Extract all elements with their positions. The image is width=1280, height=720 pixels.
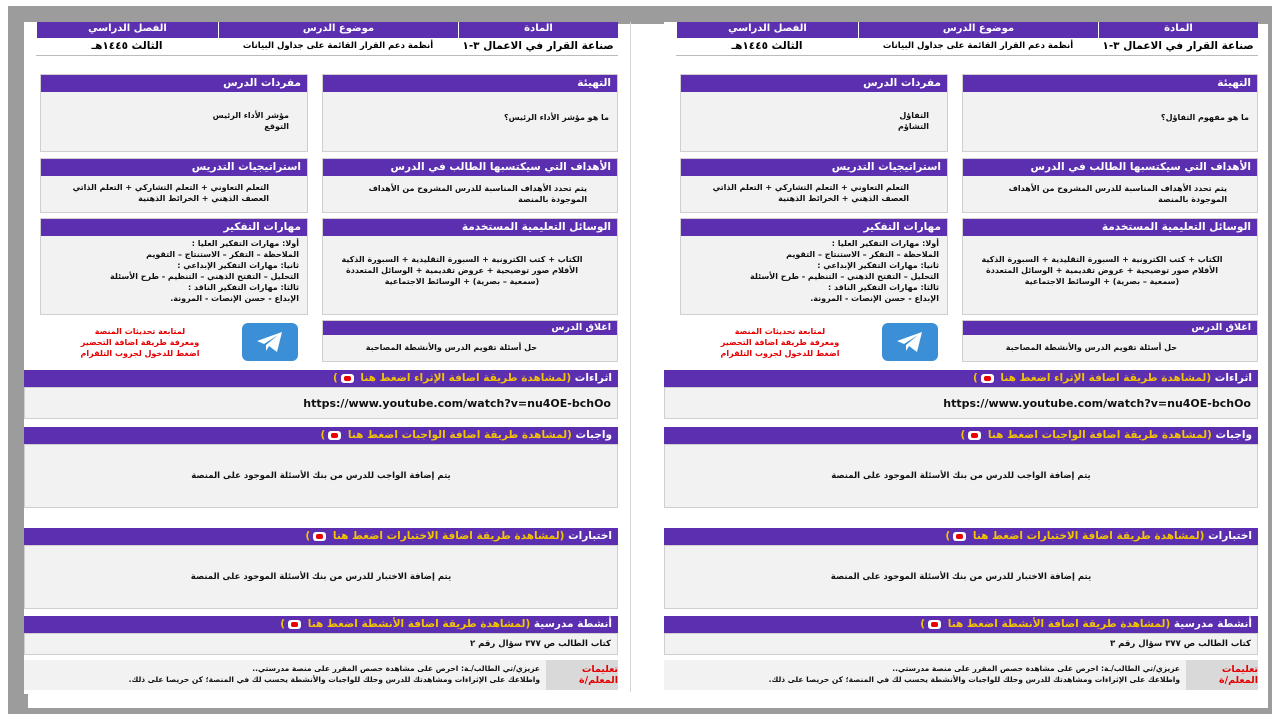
- strategies-line: العصف الذهني + الخرائط الذهنية: [138, 194, 269, 203]
- telegram-icon: [255, 330, 285, 354]
- telegram-button[interactable]: [882, 323, 938, 361]
- tests-title: اختبارات: [1208, 530, 1252, 542]
- objectives-box: [322, 158, 618, 213]
- closing-box: [322, 320, 618, 362]
- note-line: واطلاعك على الإثراءات ومشاهدتك للدرس وحلك للواجبات والأنشطة يحسب لك في المنصة؛ كن حريصا على ذلك.: [768, 675, 1180, 684]
- skills-creative: التحليل – التفتح الذهني – التنظيم - طرح الأسئلة: [750, 272, 939, 281]
- closing-text: حل أسئلة تقويم الدرس والأنشطة المصاحبة: [1005, 343, 1177, 352]
- vocab-item: التشاؤم: [898, 122, 929, 131]
- skills-high: الملاحظة – التفكر – الاستنتاج – التقويم: [146, 250, 299, 259]
- enrichment-url[interactable]: https://www.youtube.com/watch?v=nu4OE-bchOo: [24, 387, 618, 419]
- skills-critical-title: ثالثا: مهارات التفكير الناقد :: [828, 283, 939, 292]
- youtube-icon[interactable]: [313, 532, 326, 541]
- tests-link[interactable]: (لمشاهدة طريقة اضافة الاختبارات اضغط هنا: [332, 530, 565, 542]
- strategies-box: [40, 158, 308, 213]
- skills-creative-title: ثانيا: مهارات التفكير الإبداعي :: [177, 261, 299, 270]
- homework-band: واجبات (لمشاهدة طريقة اضافة الواجبات اضغط هنا ): [24, 427, 618, 444]
- skills-box: [40, 218, 308, 315]
- skills-creative: التحليل – التفتح الذهني – التنظيم - طرح الأسئلة: [110, 272, 299, 281]
- tests-text: يتم إضافة الاختبار للدرس من بنك الأسئلة الموجود على المنصة: [24, 545, 618, 609]
- closing-title: اغلاق الدرس: [963, 321, 1257, 335]
- skills-critical: الإبداع - حسن الإنصات - المرونة.: [170, 294, 299, 303]
- vocab-item: التفاؤل: [899, 111, 929, 120]
- tests-title: اختبارات: [568, 530, 612, 542]
- telegram-promo[interactable]: [50, 326, 230, 359]
- enrichment-title: اثراءات: [574, 372, 612, 384]
- skills-title: مهارات التفكير: [41, 219, 307, 236]
- enrichment-title: اثراءات: [1214, 372, 1252, 384]
- vocab-box: [680, 74, 948, 152]
- intro-box: [322, 74, 618, 152]
- tools-text: الكتاب + كتب الكترونية + السبورة التقليدية + السبورة الذكية الأقلام صور توضيحية + عروض تقديمية + الوسائل المتعددة (سمعية – بصرية) + الوسائط الاجتماعية: [341, 255, 583, 286]
- skills-high-title: أولا: مهارات التفكير العليا :: [831, 239, 939, 248]
- youtube-icon[interactable]: [953, 532, 966, 541]
- objectives-title: الأهداف التي سيكتسبها الطالب في الدرس: [323, 159, 617, 176]
- topic-value: أنظمة دعم القرار القائمة على جداول البيانات: [858, 38, 1098, 56]
- enrichment-link[interactable]: (لمشاهدة طريقة اضافة الإثراء اضغط هنا: [360, 372, 572, 384]
- note-line: واطلاعك على الإثراءات ومشاهدتك للدرس وحلك للواجبات والأنشطة يحسب لك في المنصة؛ كن حريصا على ذلك.: [128, 675, 540, 684]
- skills-title: مهارات التفكير: [681, 219, 947, 236]
- activities-text: كتاب الطالب ص ٣٧٧ سؤال رقم ٣: [664, 633, 1258, 655]
- intro-title: التهيئة: [963, 75, 1257, 92]
- homework-link[interactable]: (لمشاهدة طريقة اضافة الواجبات اضغط هنا: [987, 429, 1212, 441]
- skills-critical-title: ثالثا: مهارات التفكير الناقد :: [188, 283, 299, 292]
- youtube-icon[interactable]: [968, 431, 981, 440]
- topic-value: أنظمة دعم القرار القائمة على جداول البيانات: [218, 38, 458, 56]
- closing-box: [962, 320, 1258, 362]
- tools-box: [322, 218, 618, 315]
- activities-link[interactable]: (لمشاهدة طريقة اضافة الأنشطة اضغط هنا: [307, 618, 531, 630]
- youtube-icon[interactable]: [981, 374, 994, 383]
- objectives-box: [962, 158, 1258, 213]
- homework-text: يتم إضافة الواجب للدرس من بنك الأسئلة الموجود على المنصة: [664, 444, 1258, 508]
- vocab-title: مفردات الدرس: [41, 75, 307, 92]
- teacher-notes-label: تعليمات المعلم/ة: [1186, 660, 1258, 690]
- term-value: الثالث ١٤٤٥هـ: [676, 38, 858, 56]
- promo-line: اضغط للدخول لجروب التلقرام: [720, 349, 840, 358]
- homework-text: يتم إضافة الواجب للدرس من بنك الأسئلة الموجود على المنصة: [24, 444, 618, 508]
- homework-link[interactable]: (لمشاهدة طريقة اضافة الواجبات اضغط هنا: [347, 429, 572, 441]
- objectives-text: يتم تحدد الأهداف المناسبة للدرس المشروح من الأهداف الموجودة بالمنصة: [1008, 184, 1227, 204]
- term-header: الفصل الدراسي: [36, 22, 218, 38]
- objectives-title: الأهداف التي سيكتسبها الطالب في الدرس: [963, 159, 1257, 176]
- tools-title: الوسائل التعليمية المستخدمة: [323, 219, 617, 236]
- objectives-text: يتم تحدد الأهداف المناسبة للدرس المشروح من الأهداف الموجودة بالمنصة: [368, 184, 587, 204]
- strategies-line: التعلم التعاوني + التعلم التشاركي + التعلم الذاتي: [712, 183, 909, 192]
- tools-box: [962, 218, 1258, 315]
- subject-value: صناعة القرار في الاعمال ٣-١: [1098, 38, 1258, 56]
- topic-header: موضوع الدرس: [858, 22, 1098, 38]
- strategies-line: العصف الذهني + الخرائط الذهنية: [778, 194, 909, 203]
- telegram-promo[interactable]: [690, 326, 870, 359]
- tests-band: اختبارات (لمشاهدة طريقة اضافة الاختبارات اضغط هنا ): [664, 528, 1258, 545]
- subject-header: المادة: [458, 22, 618, 38]
- skills-high: الملاحظة – التفكر – الاستنتاج – التقويم: [786, 250, 939, 259]
- activities-title: أنشطة مدرسية: [533, 618, 612, 630]
- tests-band: اختبارات (لمشاهدة طريقة اضافة الاختبارات اضغط هنا ): [24, 528, 618, 545]
- enrichment-url[interactable]: https://www.youtube.com/watch?v=nu4OE-bchOo: [664, 387, 1258, 419]
- activities-band: أنشطة مدرسية (لمشاهدة طريقة اضافة الأنشطة اضغط هنا ): [664, 616, 1258, 633]
- vocab-item: مؤشر الأداء الرئيس: [212, 111, 289, 120]
- enrichment-band: اثراءات (لمشاهدة طريقة اضافة الإثراء اضغط هنا ): [664, 370, 1258, 387]
- activities-link[interactable]: (لمشاهدة طريقة اضافة الأنشطة اضغط هنا: [947, 618, 1171, 630]
- skills-high-title: أولا: مهارات التفكير العليا :: [191, 239, 299, 248]
- youtube-icon[interactable]: [328, 431, 341, 440]
- tools-title: الوسائل التعليمية المستخدمة: [963, 219, 1257, 236]
- promo-line: لمتابعة تحديثات المنصة: [94, 327, 186, 336]
- intro-text: ما هو مفهوم التفاؤل؟: [1160, 113, 1249, 122]
- youtube-icon[interactable]: [928, 620, 941, 629]
- note-line: عزيزي/تي الطالب/ـة: احرص على مشاهدة حصص المقرر على منصة مدرستي..: [892, 664, 1180, 673]
- intro-text: ما هو مؤشر الأداء الرئيس؟: [503, 113, 609, 122]
- promo-line: اضغط للدخول لجروب التلقرام: [80, 349, 200, 358]
- telegram-icon: [895, 330, 925, 354]
- subject-header: المادة: [1098, 22, 1258, 38]
- vocab-box: [40, 74, 308, 152]
- promo-line: ومعرفة طريقة اضافة التحضير: [80, 338, 200, 347]
- intro-title: التهيئة: [323, 75, 617, 92]
- term-header: الفصل الدراسي: [676, 22, 858, 38]
- homework-title: واجبات: [1215, 429, 1252, 441]
- youtube-icon[interactable]: [288, 620, 301, 629]
- tests-link[interactable]: (لمشاهدة طريقة اضافة الاختبارات اضغط هنا: [972, 530, 1205, 542]
- teacher-notes: [24, 660, 546, 690]
- term-value: الثالث ١٤٤٥هـ: [36, 38, 218, 56]
- activities-band: أنشطة مدرسية (لمشاهدة طريقة اضافة الأنشطة اضغط هنا ): [24, 616, 618, 633]
- promo-line: ومعرفة طريقة اضافة التحضير: [720, 338, 840, 347]
- tools-text: الكتاب + كتب الكترونية + السبورة التقليدية + السبورة الذكية الأقلام صور توضيحية + عروض تقديمية + الوسائل المتعددة (سمعية – بصرية) + الوسائط الاجتماعية: [981, 255, 1223, 286]
- skills-creative-title: ثانيا: مهارات التفكير الإبداعي :: [817, 261, 939, 270]
- strategies-box: [680, 158, 948, 213]
- closing-text: حل أسئلة تقويم الدرس والأنشطة المصاحبة: [365, 343, 537, 352]
- strategies-title: استراتيجيات التدريس: [41, 159, 307, 176]
- activities-title: أنشطة مدرسية: [1173, 618, 1252, 630]
- tests-text: يتم إضافة الاختبار للدرس من بنك الأسئلة الموجود على المنصة: [664, 545, 1258, 609]
- homework-band: واجبات (لمشاهدة طريقة اضافة الواجبات اضغط هنا ): [664, 427, 1258, 444]
- note-line: عزيزي/تي الطالب/ـة: احرص على مشاهدة حصص المقرر على منصة مدرستي..: [252, 664, 540, 673]
- intro-box: [962, 74, 1258, 152]
- homework-title: واجبات: [575, 429, 612, 441]
- lesson-sheet-left: [24, 22, 618, 694]
- page-divider: [630, 22, 631, 692]
- strategies-title: استراتيجيات التدريس: [681, 159, 947, 176]
- teacher-notes-label: تعليمات المعلم/ة: [546, 660, 618, 690]
- lesson-sheet-right: [664, 22, 1258, 694]
- strategies-line: التعلم التعاوني + التعلم التشاركي + التعلم الذاتي: [72, 183, 269, 192]
- closing-title: اغلاق الدرس: [323, 321, 617, 335]
- vocab-item: التوقع: [264, 122, 289, 131]
- vocab-title: مفردات الدرس: [681, 75, 947, 92]
- promo-line: لمتابعة تحديثات المنصة: [734, 327, 826, 336]
- skills-box: [680, 218, 948, 315]
- enrichment-band: اثراءات (لمشاهدة طريقة اضافة الإثراء اضغط هنا ): [24, 370, 618, 387]
- subject-value: صناعة القرار في الاعمال ٣-١: [458, 38, 618, 56]
- activities-text: كتاب الطالب ص ٣٧٧ سؤال رقم ٢: [24, 633, 618, 655]
- topic-header: موضوع الدرس: [218, 22, 458, 38]
- teacher-notes: [664, 660, 1186, 690]
- telegram-button[interactable]: [242, 323, 298, 361]
- enrichment-link[interactable]: (لمشاهدة طريقة اضافة الإثراء اضغط هنا: [1000, 372, 1212, 384]
- skills-critical: الإبداع - حسن الإنصات - المرونة.: [810, 294, 939, 303]
- youtube-icon[interactable]: [341, 374, 354, 383]
